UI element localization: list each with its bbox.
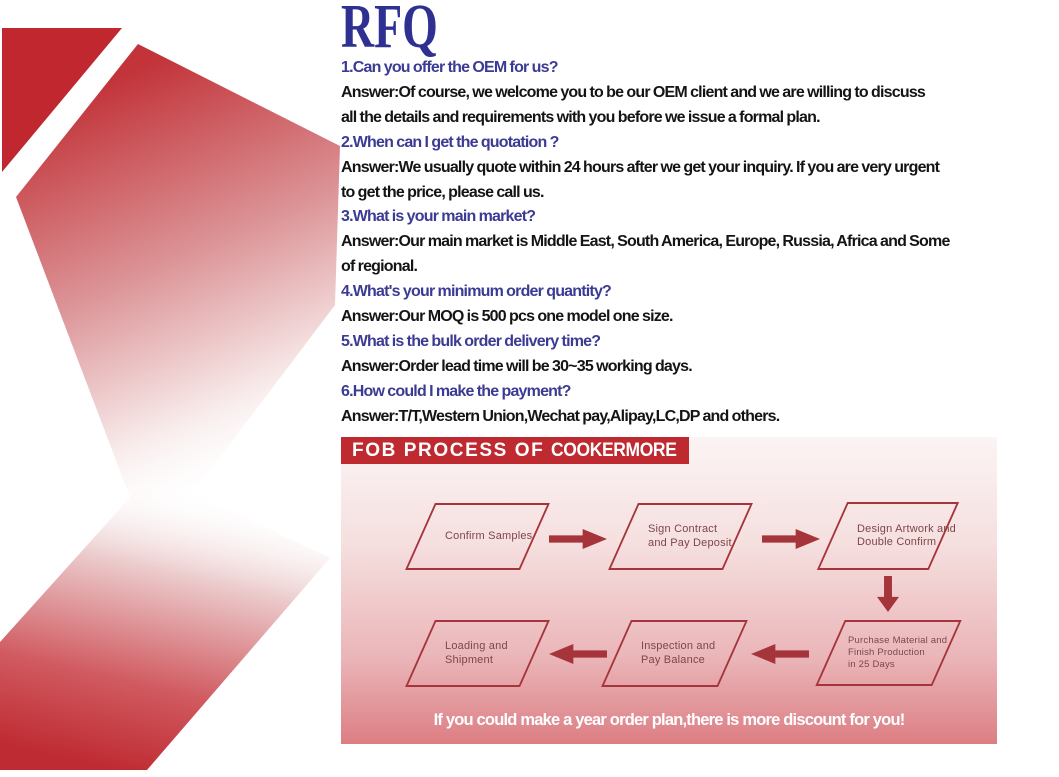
fob-process-banner [341, 437, 689, 464]
faq-question: 4.What's your minimum order quantity? [341, 283, 612, 301]
arrow-left-icon [549, 644, 607, 664]
flow-step-line: Loading and [445, 640, 508, 652]
flow-step-line: Pay Balance [641, 653, 705, 666]
flow-step-label [830, 620, 947, 686]
flow-step-purchase-material [830, 620, 947, 686]
ribbon-top-triangle [2, 28, 122, 172]
faq-answer: to get the price, please call us. [341, 183, 544, 201]
faq-block [341, 56, 1011, 430]
flow-step-loading-shipment [420, 620, 535, 687]
flow-step-line: Double Confirm [857, 536, 937, 548]
faq-answer: of regional. [341, 258, 418, 276]
faq-question: 6.How could I make the payment? [341, 382, 571, 400]
faq-question: 3.What is your main market? [341, 208, 536, 226]
arrow-down-icon [877, 576, 899, 612]
discount-message: If you could make a year order plan,there is more discount for you! [433, 711, 905, 729]
fob-process-panel [341, 437, 997, 744]
faq-answer: Answer:T/T,Western Union,Wechat pay,Alipay,LC,DP and others. [341, 407, 780, 425]
flow-step-label [623, 503, 738, 570]
faq-answer: Answer:Our MOQ is 500 pcs one model one size. [341, 308, 673, 326]
faq-answer: Answer:Order lead time will be 30~35 working days. [341, 357, 692, 375]
faq-answer: Answer:Our main market is Middle East, South America, Europe, Russia, Africa and Some [341, 233, 950, 251]
flow-step-line: Inspection and [641, 640, 716, 652]
flow-step-label [420, 503, 535, 570]
page-title: RFQ [341, 0, 438, 61]
flow-step-line: Confirm Samples [445, 529, 533, 542]
faq-question: 1.Can you offer the OEM for us? [341, 59, 558, 76]
flow-step-line: Sign Contract [648, 523, 718, 535]
flow-step-line: and Pay Deposit [648, 536, 732, 549]
flow-step-label [616, 620, 733, 687]
flow-step-line: Finish Production [848, 647, 925, 658]
arrow-left-icon [751, 644, 809, 664]
flow-step-line: Shipment [445, 653, 494, 666]
ribbon-lower-band [0, 473, 330, 770]
faq-question: 5.What is the bulk order delivery time? [341, 332, 601, 350]
faq-question: 2.When can I get the quotation ? [341, 133, 559, 151]
flow-step-label [832, 502, 956, 570]
flow-step-design-artwork [832, 502, 956, 570]
flow-step-line: Purchase Material and [848, 635, 948, 646]
flow-step-confirm-samples [420, 503, 535, 570]
arrow-right-icon [762, 529, 820, 549]
flow-step-inspection [616, 620, 733, 687]
flow-step-line: Design Artwork and [857, 522, 956, 535]
faq-answer: all the details and requirements with you before we issue a formal plan. [341, 108, 820, 126]
ribbon-upper-band [16, 44, 340, 550]
banner-brand-text: COOKERMORE [551, 439, 677, 461]
flow-step-sign-contract [623, 503, 738, 570]
banner-prefix-text: FOB PROCESS OF [352, 439, 545, 461]
arrow-right-icon [549, 529, 607, 549]
flow-step-label [420, 620, 535, 687]
flow-step-line: in 25 Days [848, 659, 895, 670]
faq-answer: Answer:Of course, we welcome you to be our OEM client and we are willing to discuss [341, 83, 926, 101]
faq-answer: Answer:We usually quote within 24 hours after we get your inquiry. If you are very urgent [341, 158, 940, 176]
